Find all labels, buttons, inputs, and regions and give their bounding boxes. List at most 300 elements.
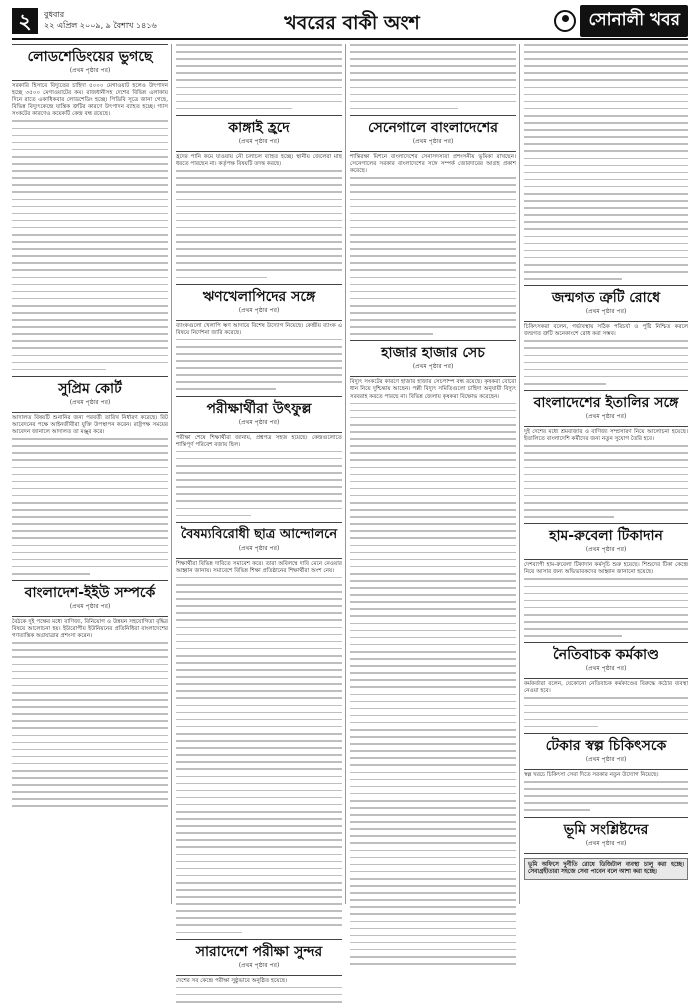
text-line xyxy=(176,889,342,891)
text-line xyxy=(12,713,168,715)
continued-ref: (প্রথম পৃষ্ঠার পর) xyxy=(585,308,627,316)
text-line xyxy=(176,486,342,488)
text-line xyxy=(176,825,342,827)
text-line xyxy=(524,467,688,469)
text-line xyxy=(176,917,342,919)
text-line xyxy=(524,474,688,476)
text-line xyxy=(524,129,688,131)
text-line xyxy=(176,508,342,510)
headline-box xyxy=(350,340,516,377)
text-line xyxy=(12,735,168,737)
text-line xyxy=(350,101,516,103)
text-line xyxy=(524,193,688,195)
text-line xyxy=(350,191,516,193)
continued-ref: (প্রথম পৃষ্ঠার পর) xyxy=(69,603,111,610)
headline-box xyxy=(12,376,168,413)
column-rule xyxy=(171,44,172,904)
text-line xyxy=(176,854,342,856)
text-line xyxy=(176,458,342,460)
text-block xyxy=(350,177,516,335)
text-block xyxy=(524,781,688,811)
text-line xyxy=(12,545,168,547)
text-line xyxy=(524,502,688,504)
text-line xyxy=(524,207,688,209)
text-line xyxy=(176,634,342,636)
text-line xyxy=(12,467,168,469)
text-line xyxy=(176,94,342,96)
text-line xyxy=(12,184,168,186)
text-line xyxy=(350,452,516,454)
headline-box xyxy=(12,580,168,617)
text-line xyxy=(524,628,688,630)
text-line xyxy=(350,199,516,201)
text-line xyxy=(176,374,342,376)
text-line xyxy=(176,627,342,629)
story-body: দেশের সব কেন্দ্রে পরীক্ষা সুষ্ঠুভাবে অনুষ্ঠিত হয়েছে। xyxy=(176,977,288,984)
text-line xyxy=(12,277,168,279)
text-line xyxy=(524,200,688,202)
text-line xyxy=(176,733,342,735)
text-line xyxy=(524,108,688,110)
text-line xyxy=(524,376,688,378)
text-line xyxy=(176,761,342,763)
story-ham xyxy=(524,523,688,637)
text-line xyxy=(350,255,516,257)
headline: বাংলাদেশ-ইইউ সম্পর্কে xyxy=(24,585,156,601)
text-line xyxy=(12,241,168,243)
text-line xyxy=(350,573,516,575)
text-line xyxy=(524,347,688,349)
text-line xyxy=(176,72,342,74)
continued-ref: (প্রথম পৃষ্ঠার পর) xyxy=(412,137,454,145)
text-line xyxy=(12,509,168,511)
text-line xyxy=(176,184,342,186)
text-line xyxy=(176,493,342,495)
story-thousands xyxy=(350,340,516,964)
headline-box xyxy=(350,115,516,152)
text-block xyxy=(176,44,342,109)
text-line xyxy=(350,885,516,887)
text-line xyxy=(350,772,516,774)
text-line xyxy=(350,559,516,561)
text-block xyxy=(176,987,342,1003)
text-block xyxy=(12,120,168,370)
text-line xyxy=(12,234,168,236)
text-line xyxy=(350,729,516,731)
continued-ref: (প্রথম পৃষ্ঠার পর) xyxy=(412,363,454,371)
story-body: চিকিৎসকরা বলেন, গর্ভাবস্থায় সঠিক পরিচর্যা ও পুষ্টি নিশ্চিত করলে জন্মগত ত্রুটি অনেকাংশে রোধ করা সম্ভব। xyxy=(524,324,688,338)
text-line xyxy=(176,932,242,934)
text-line xyxy=(350,715,516,717)
text-line xyxy=(12,649,168,651)
text-block xyxy=(524,578,688,636)
text-line xyxy=(350,956,516,958)
headline: টেকার স্বল্প চিকিৎসকে xyxy=(545,737,667,754)
text-line xyxy=(12,445,168,447)
text-line xyxy=(176,1001,342,1003)
story-supreme xyxy=(12,376,168,575)
text-line xyxy=(350,72,516,74)
text-line xyxy=(350,312,516,314)
weekday: বুধবার xyxy=(44,10,65,19)
headline: সুপ্রিম কোর্ট xyxy=(58,380,122,397)
text-line xyxy=(12,523,168,525)
text-line xyxy=(350,445,516,447)
text-line xyxy=(350,850,516,852)
text-line xyxy=(12,552,168,554)
text-line xyxy=(12,537,168,539)
text-line xyxy=(350,942,516,944)
text-line xyxy=(12,459,168,461)
continued-ref: (প্রথম পৃষ্ঠার পর) xyxy=(69,67,111,74)
text-line xyxy=(176,108,292,110)
text-line xyxy=(350,248,516,250)
text-line xyxy=(176,683,342,685)
text-line xyxy=(176,783,342,785)
text-line xyxy=(350,509,516,511)
text-line xyxy=(524,795,688,797)
text-line xyxy=(524,488,688,490)
text-line xyxy=(350,757,516,759)
text-line xyxy=(176,79,342,81)
text-line xyxy=(524,705,688,707)
text-line xyxy=(12,488,168,490)
text-line xyxy=(350,537,516,539)
continued-ref: (প্রথম পৃষ্ঠার পর) xyxy=(69,398,111,406)
text-line xyxy=(350,502,516,504)
text-block xyxy=(176,170,342,278)
text-line xyxy=(176,220,342,222)
continued-ref: (প্রথম পৃষ্ঠার পর) xyxy=(238,544,280,552)
text-line xyxy=(176,875,342,877)
text-line xyxy=(12,770,168,772)
text-line xyxy=(12,120,168,122)
text-line xyxy=(12,362,168,364)
text-line xyxy=(524,383,606,385)
text-line xyxy=(12,206,168,208)
text-line xyxy=(176,58,342,60)
story-bdeu xyxy=(12,580,168,807)
text-line xyxy=(350,213,516,215)
text-line xyxy=(350,87,516,89)
headline-box xyxy=(176,939,342,976)
text-line xyxy=(176,747,342,749)
headline: সারাদেশে পরীক্ষা সুন্দর xyxy=(195,943,323,960)
text-line xyxy=(176,619,342,621)
text-line xyxy=(350,424,516,426)
text-line xyxy=(524,340,688,342)
text-line xyxy=(350,220,516,222)
text-line xyxy=(176,65,342,67)
text-line xyxy=(176,101,342,103)
text-line xyxy=(12,798,168,800)
text-line xyxy=(350,44,516,46)
text-line xyxy=(524,593,688,595)
text-line xyxy=(350,779,516,781)
story-student xyxy=(176,522,342,933)
headline-box xyxy=(12,44,168,81)
text-line xyxy=(524,495,688,497)
text-line xyxy=(176,818,342,820)
text-line xyxy=(176,697,342,699)
text-line xyxy=(12,495,168,497)
story-body: হ্রদের পানি কমে যাওয়ায় নৌ চলাচল ব্যাহত হচ্ছে। স্থানীয় জেলেরা মাছ ধরতে পারছেন না। কর্তৃপক্ষ বিষয়টি তদন্ত করছে। xyxy=(176,153,342,168)
continued-ref: (প্রথম পৃষ্ঠার পর) xyxy=(585,413,627,421)
text-line xyxy=(176,199,342,201)
text-line xyxy=(350,206,516,208)
story-kakrail xyxy=(176,115,342,278)
text-line xyxy=(524,712,688,714)
text-line xyxy=(176,676,342,678)
headline: ভূমি সংশ্লিষ্টদের xyxy=(563,821,649,838)
text-line xyxy=(350,835,516,837)
text-line xyxy=(12,305,168,307)
text-line xyxy=(12,805,168,807)
column-3 xyxy=(350,44,516,904)
text-line xyxy=(176,662,342,664)
text-line xyxy=(350,793,516,795)
text-line xyxy=(350,530,516,532)
text-line xyxy=(350,694,516,696)
text-line xyxy=(176,790,342,792)
text-line xyxy=(350,708,516,710)
text-line xyxy=(12,791,168,793)
text-line xyxy=(350,608,516,610)
text-line xyxy=(12,502,168,504)
text-line xyxy=(524,355,688,357)
text-line xyxy=(350,291,516,293)
text-line xyxy=(350,580,516,582)
text-block xyxy=(176,577,342,933)
text-line xyxy=(524,172,688,174)
text-line xyxy=(350,637,516,639)
text-line xyxy=(176,339,342,341)
headline-box xyxy=(524,285,688,322)
headline-box xyxy=(524,733,688,770)
text-line xyxy=(176,648,342,650)
text-block xyxy=(524,697,688,727)
text-line xyxy=(524,600,688,602)
headline: নৈতিবাচক কর্মকাণ্ড xyxy=(553,647,659,664)
text-line xyxy=(350,963,516,965)
text-line xyxy=(12,530,168,532)
text-line xyxy=(524,781,688,783)
text-line xyxy=(12,664,168,666)
text-line xyxy=(350,277,516,279)
text-line xyxy=(12,177,168,179)
text-line xyxy=(176,87,342,89)
text-line xyxy=(176,191,342,193)
text-line xyxy=(176,669,342,671)
text-line xyxy=(524,621,688,623)
text-line xyxy=(176,44,342,46)
text-line xyxy=(176,896,342,898)
text-line xyxy=(350,665,516,667)
headline: পরীক্ষার্থীরা উৎফুল্ল xyxy=(206,400,312,417)
text-line xyxy=(176,500,342,502)
text-line xyxy=(524,221,688,223)
text-line xyxy=(12,742,168,744)
text-line xyxy=(12,333,168,335)
story-load xyxy=(12,44,168,370)
continued-ref: (প্রথম পৃষ্ঠার পর) xyxy=(238,137,280,145)
text-line xyxy=(12,347,168,349)
headline-box xyxy=(524,817,688,854)
text-line xyxy=(176,797,342,799)
text-line xyxy=(176,346,342,348)
text-line xyxy=(350,679,516,681)
text-line xyxy=(350,65,516,67)
text-line xyxy=(350,878,516,880)
text-line xyxy=(350,474,516,476)
text-line xyxy=(176,234,342,236)
text-block xyxy=(350,403,516,965)
column-4 xyxy=(524,44,688,904)
text-line xyxy=(12,142,168,144)
text-line xyxy=(350,658,516,660)
text-line xyxy=(12,784,168,786)
text-line xyxy=(12,516,168,518)
text-line xyxy=(176,612,342,614)
text-line xyxy=(176,754,342,756)
headline: সেনেগালে বাংলাদেশের xyxy=(367,119,499,136)
text-line xyxy=(176,381,342,383)
text-line xyxy=(12,312,168,314)
text-line xyxy=(12,291,168,293)
text-line xyxy=(350,269,516,271)
headline-box xyxy=(524,523,688,560)
text-line xyxy=(350,857,516,859)
text-line xyxy=(176,177,342,179)
text-line xyxy=(524,264,688,266)
text-line xyxy=(176,910,342,912)
continued-ref: (প্রথম পৃষ্ঠার পর) xyxy=(238,306,280,314)
text-line xyxy=(12,191,168,193)
text-line xyxy=(12,220,168,222)
text-line xyxy=(350,594,516,596)
text-line xyxy=(524,101,688,103)
text-line xyxy=(350,800,516,802)
text-block xyxy=(524,44,688,280)
text-line xyxy=(176,719,342,721)
text-line xyxy=(350,750,516,752)
text-line xyxy=(350,523,516,525)
text-line xyxy=(12,340,168,342)
text-line xyxy=(176,740,342,742)
text-line xyxy=(12,284,168,286)
headline: ঋণখেলাপিদের সঙ্গে xyxy=(202,288,316,305)
text-line xyxy=(350,79,516,81)
text-line xyxy=(350,516,516,518)
text-line xyxy=(176,804,342,806)
story-land xyxy=(524,817,688,880)
text-line xyxy=(350,828,516,830)
text-line xyxy=(524,143,688,145)
text-block xyxy=(12,438,168,574)
text-line xyxy=(176,776,342,778)
text-line xyxy=(350,615,516,617)
text-line xyxy=(524,136,688,138)
text-line xyxy=(350,481,516,483)
text-line xyxy=(350,672,516,674)
text-line xyxy=(12,163,168,165)
text-line xyxy=(350,58,516,60)
text-line xyxy=(12,642,168,644)
continued-ref: (প্রথম পৃষ্ঠার পর) xyxy=(585,665,627,673)
text-line xyxy=(350,298,516,300)
headline-box xyxy=(176,396,342,433)
text-line xyxy=(350,305,516,307)
text-line xyxy=(350,651,516,653)
story-national-exam xyxy=(176,939,342,1003)
text-line xyxy=(176,269,342,271)
text-line xyxy=(350,234,516,236)
text-line xyxy=(524,586,688,588)
column-1 xyxy=(12,44,168,904)
text-line xyxy=(176,465,342,467)
brand-name: সোনালী খবর xyxy=(580,5,688,37)
headline-box xyxy=(176,522,342,559)
text-line xyxy=(350,892,516,894)
text-line xyxy=(12,156,168,158)
text-line xyxy=(176,277,267,279)
text-line xyxy=(350,601,516,603)
text-line xyxy=(350,871,516,873)
text-line xyxy=(12,149,168,151)
text-line xyxy=(12,326,168,328)
story-birth xyxy=(524,285,688,384)
text-line xyxy=(524,58,688,60)
text-line xyxy=(524,214,688,216)
text-line xyxy=(524,271,688,273)
text-line xyxy=(350,821,516,823)
text-line xyxy=(350,177,516,179)
story-body: শিক্ষার্থীরা বিভিন্ন দাবিতে সমাবেশ করে। তারা অবিলম্বে দাবি মেনে নেওয়ার আহ্বান জানায়। সমাবেশে বিভিন্ন শিক্ষা প্রতিষ্ঠানের শিক্ষার্থীরা অংশ নেয়। xyxy=(176,560,342,574)
text-line xyxy=(350,913,516,915)
continued-ref: (প্রথম পৃষ্ঠার পর) xyxy=(238,961,280,969)
text-line xyxy=(12,706,168,708)
text-line xyxy=(350,333,433,335)
text-line xyxy=(12,199,168,201)
text-line xyxy=(176,255,342,257)
story-body: ভূমি অফিসে দুর্নীতি রোধে ডিজিটাল ব্যবস্থা চালু করা হচ্ছে। সেবাগ্রহীতারা সহজে সেবা পাবেন বলে আশা করা হচ্ছে। xyxy=(528,861,684,875)
text-line xyxy=(350,488,516,490)
text-line xyxy=(350,108,458,110)
text-line xyxy=(12,692,168,694)
text-line xyxy=(350,410,516,412)
text-line xyxy=(176,903,342,905)
continued-ref: (প্রথম পৃষ্ঠার পর) xyxy=(585,839,627,847)
brand-logo-icon xyxy=(554,10,576,32)
text-line xyxy=(524,44,688,46)
text-line xyxy=(176,515,251,517)
column-rule xyxy=(345,44,346,904)
continued-ref: (প্রথম পৃষ্ঠার পর) xyxy=(585,546,627,554)
text-block xyxy=(176,451,342,516)
text-line xyxy=(176,451,342,453)
text-line xyxy=(524,79,688,81)
text-line xyxy=(524,72,688,74)
text-line xyxy=(524,243,688,245)
text-line xyxy=(524,186,688,188)
text-line xyxy=(524,278,622,280)
text-line xyxy=(524,94,688,96)
text-line xyxy=(350,701,516,703)
text-line xyxy=(524,250,688,252)
text-line xyxy=(12,262,168,264)
text-line xyxy=(350,552,516,554)
text-line xyxy=(176,262,342,264)
